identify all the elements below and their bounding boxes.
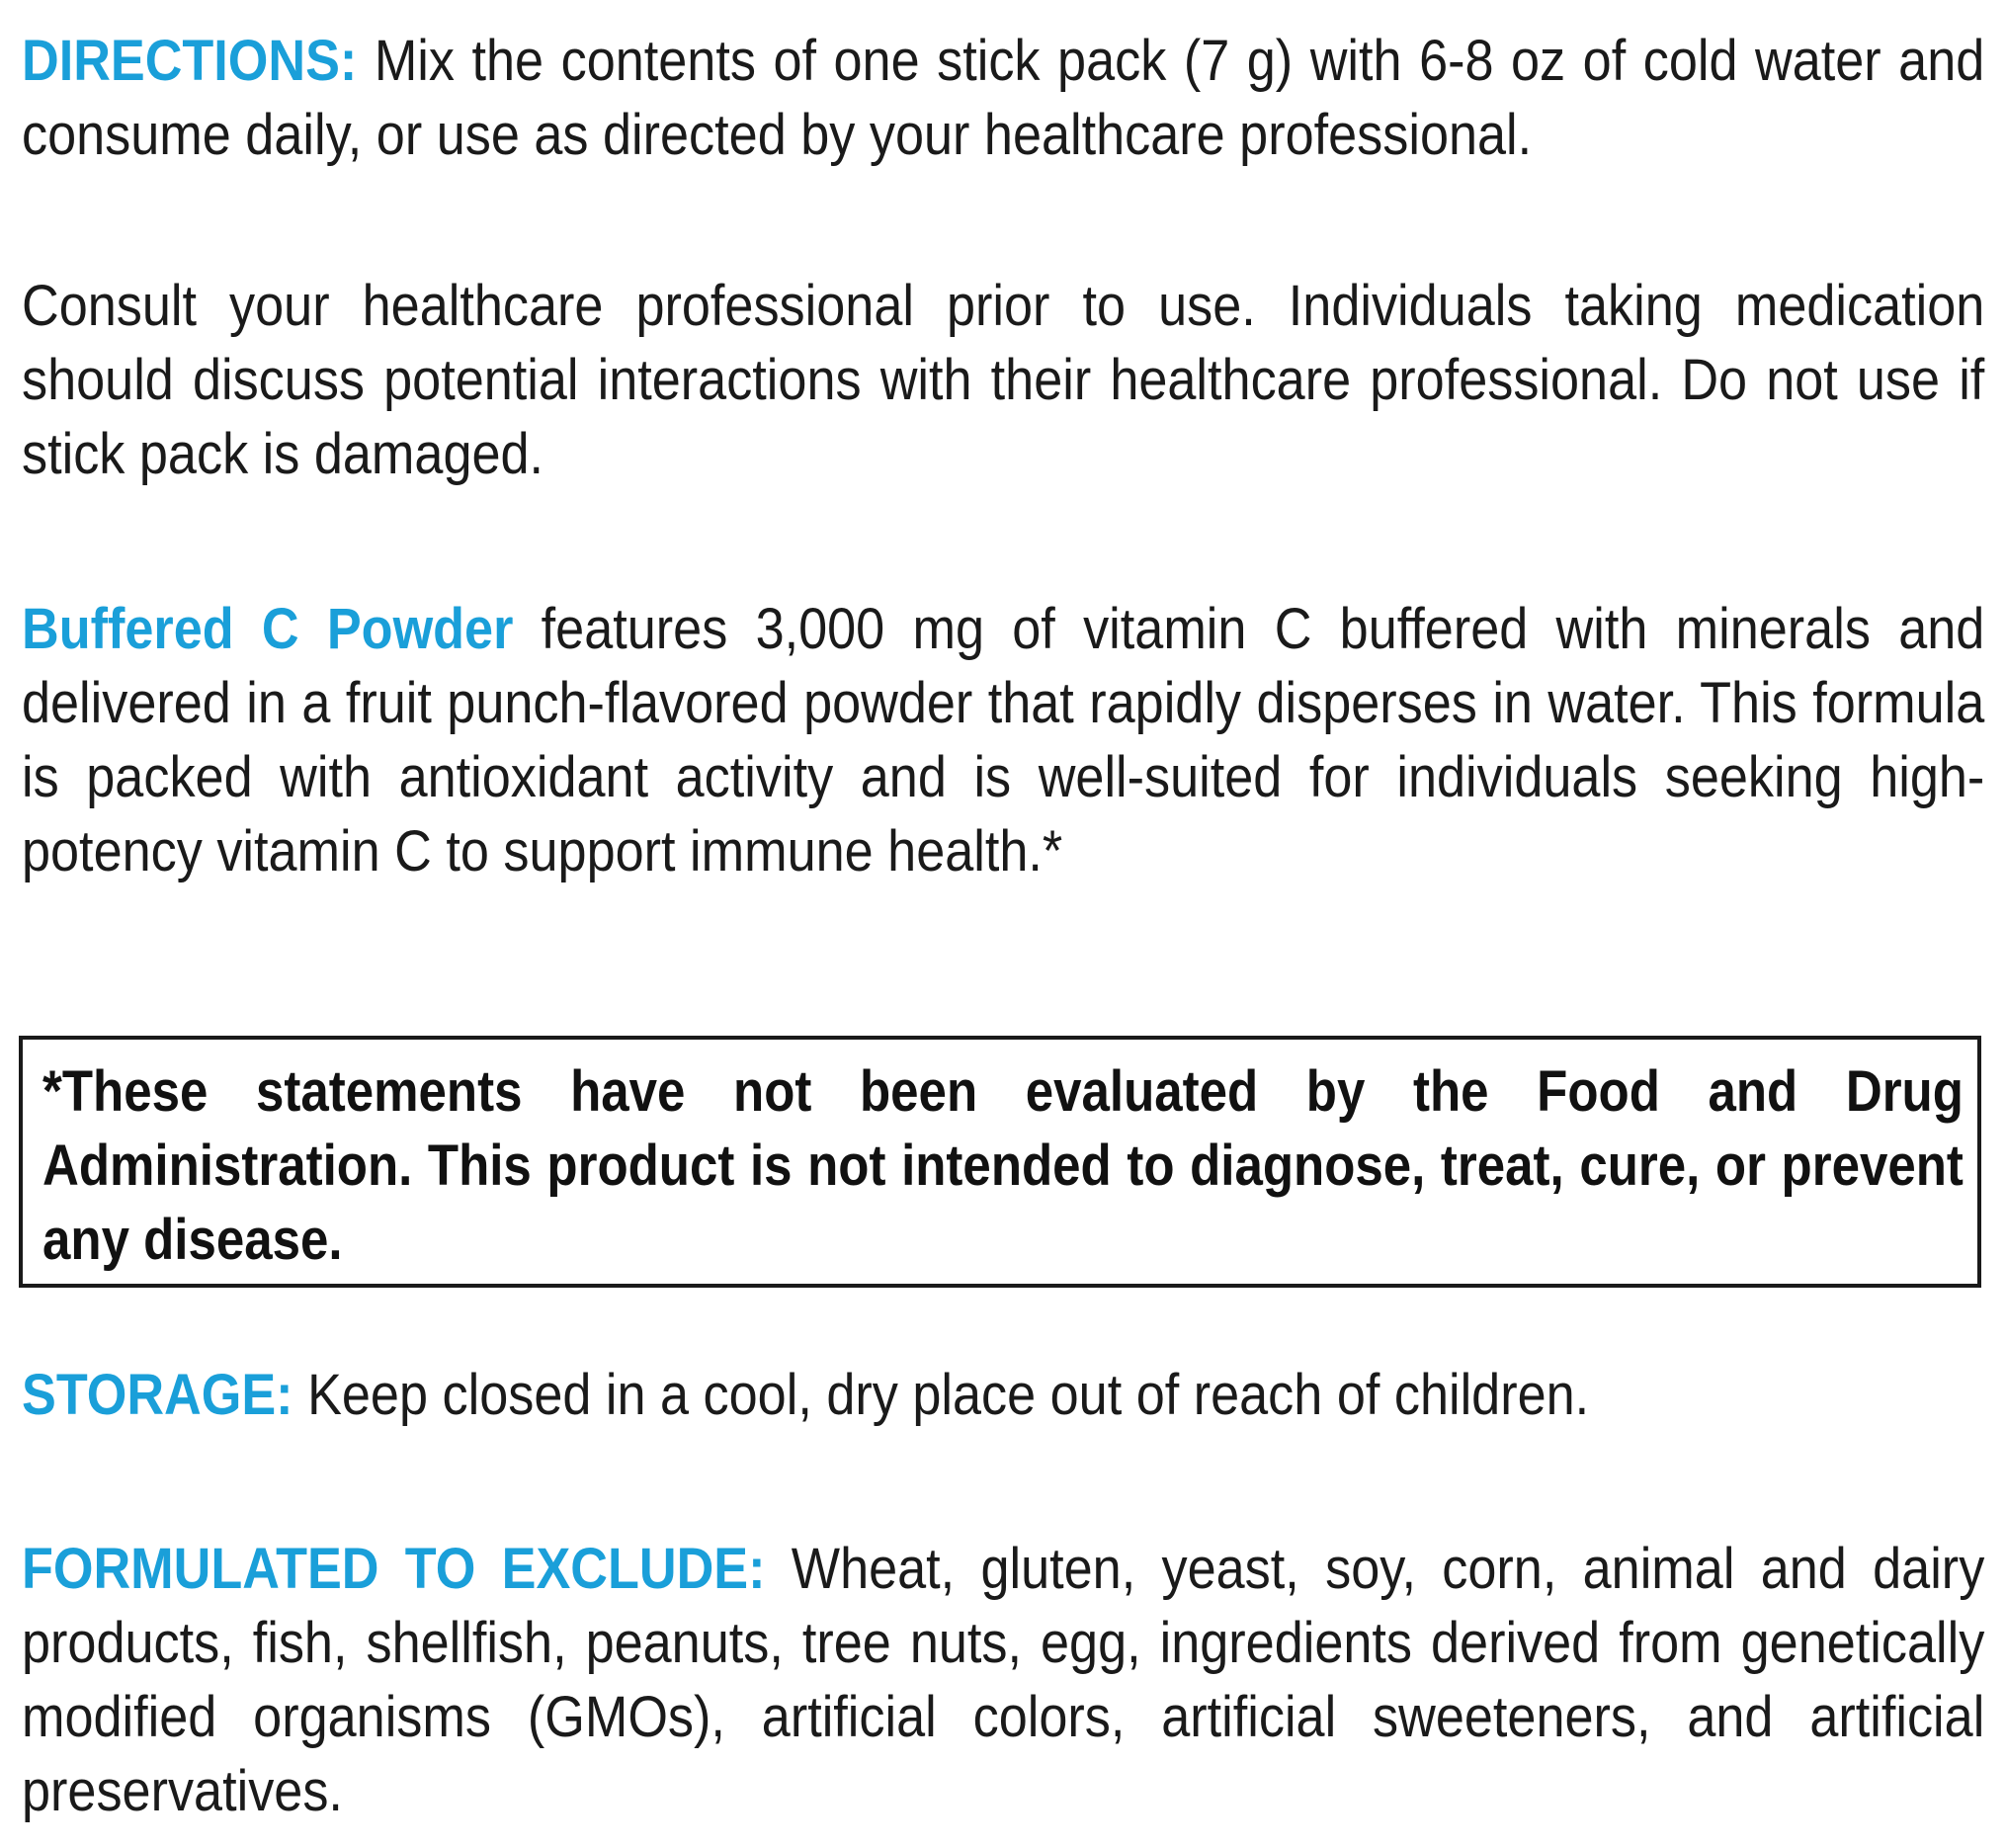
product-name: Buffered C Powder [22, 597, 514, 661]
exclusions-section [22, 1532, 1984, 1828]
exclusions-text: Wheat, gluten, yeast, soy, corn, animal and dairy products, fish, shellfish, peanuts, tree nuts, egg, ingredients derived from genetically modified organisms (GMOs), artificial colors, artificial sweeteners, and artificial preservatives. [22, 1537, 1985, 1823]
fda-disclaimer-text: *These statements have not been evaluated by the Food and Drug Administration. This product is not intended to diagnose, treat, cure, or prevent any disease. [42, 1059, 1964, 1272]
consult-text: Consult your healthcare professional prior to use. Individuals taking medication should discuss potential interactions with their healthcare professional. Do not use if stick pack is damaged. [22, 274, 1985, 486]
consult-warning [22, 269, 1984, 491]
storage-text: Keep closed in a cool, dry place out of reach of children. [307, 1363, 1590, 1427]
exclusions-heading: FORMULATED TO EXCLUDE: [22, 1537, 766, 1601]
product-description [22, 592, 1984, 888]
storage-heading: STORAGE: [22, 1363, 293, 1427]
fda-disclaimer-box [19, 1036, 1981, 1288]
storage-section [22, 1358, 1984, 1432]
directions-heading: DIRECTIONS: [22, 29, 358, 93]
directions-section [22, 24, 1984, 172]
directions-text: Mix the contents of one stick pack (7 g) with 6-8 oz of cold water and consume daily, or use as directed by your healthcare professional. [22, 29, 1985, 167]
description-text: features 3,000 mg of vitamin C buffered with minerals and delivered in a fruit punch-flavored powder that rapidly disperses in water. This formula is packed with antioxidant activity and is well-suited for individuals seeking high-potency vitamin C to support immune health.* [22, 597, 1985, 883]
